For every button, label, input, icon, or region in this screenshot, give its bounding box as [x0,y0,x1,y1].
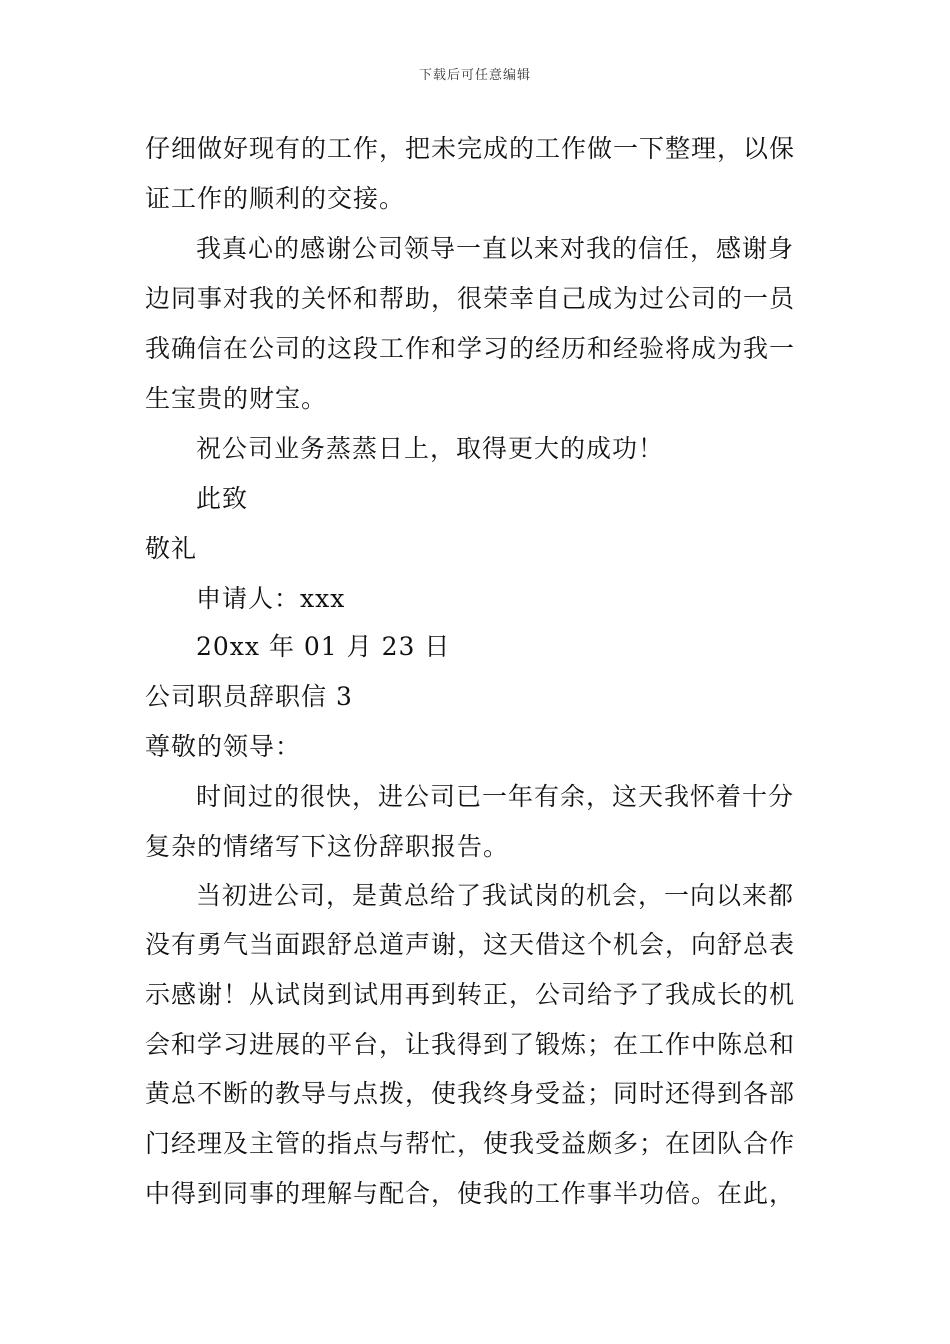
text-line: 当初进公司，是黄总给了我试岗的机会，一向以来都 [196,881,795,910]
text-line: 生宝贵的财宝。 [145,384,328,413]
letter-title: 公司职员辞职信 3 [145,682,353,711]
date-line: 20xx 年 01 月 23 日 [196,632,451,661]
text-line: 门经理及主管的指点与帮忙，使我受益颇多；在团队合作 [145,1129,796,1158]
closing-respect: 敬礼 [145,534,198,563]
closing-salutation: 此致 [196,484,249,513]
text-line: 没有勇气当面跟舒总道声谢，这天借这个机会，向舒总表 [145,930,796,959]
text-line: 复杂的情绪写下这份辞职报告。 [145,832,510,861]
text-line: 我确信在公司的这段工作和学习的经历和经验将成为我一 [145,334,796,363]
text-line: 边同事对我的关怀和帮助，很荣幸自己成为过公司的一员 [145,284,796,313]
applicant-line: 申请人：xxx [196,584,346,613]
text-line: 中得到同事的理解与配合，使我的工作事半功倍。在此， [145,1179,796,1208]
text-line: 我真心的感谢公司领导一直以来对我的信任，感谢身 [196,234,795,263]
text-line: 会和学习进展的平台，让我得到了锻炼；在工作中陈总和 [145,1030,796,1059]
text-line: 示感谢！从试岗到试用再到转正，公司给予了我成长的机 [145,980,796,1009]
header-note: 下载后可任意编辑 [418,68,531,83]
text-line: 黄总不断的教导与点拨，使我终身受益；同时还得到各部 [145,1079,796,1108]
text-line: 祝公司业务蒸蒸日上，取得更大的成功！ [196,434,665,463]
text-line: 仔细做好现有的工作，把未完成的工作做一下整理，以保 [145,134,796,163]
letter-greeting: 尊敬的领导： [145,732,302,761]
text-line: 证工作的顺利的交接。 [145,184,406,213]
text-line: 时间过的很快，进公司已一年有余，这天我怀着十分 [196,782,795,811]
